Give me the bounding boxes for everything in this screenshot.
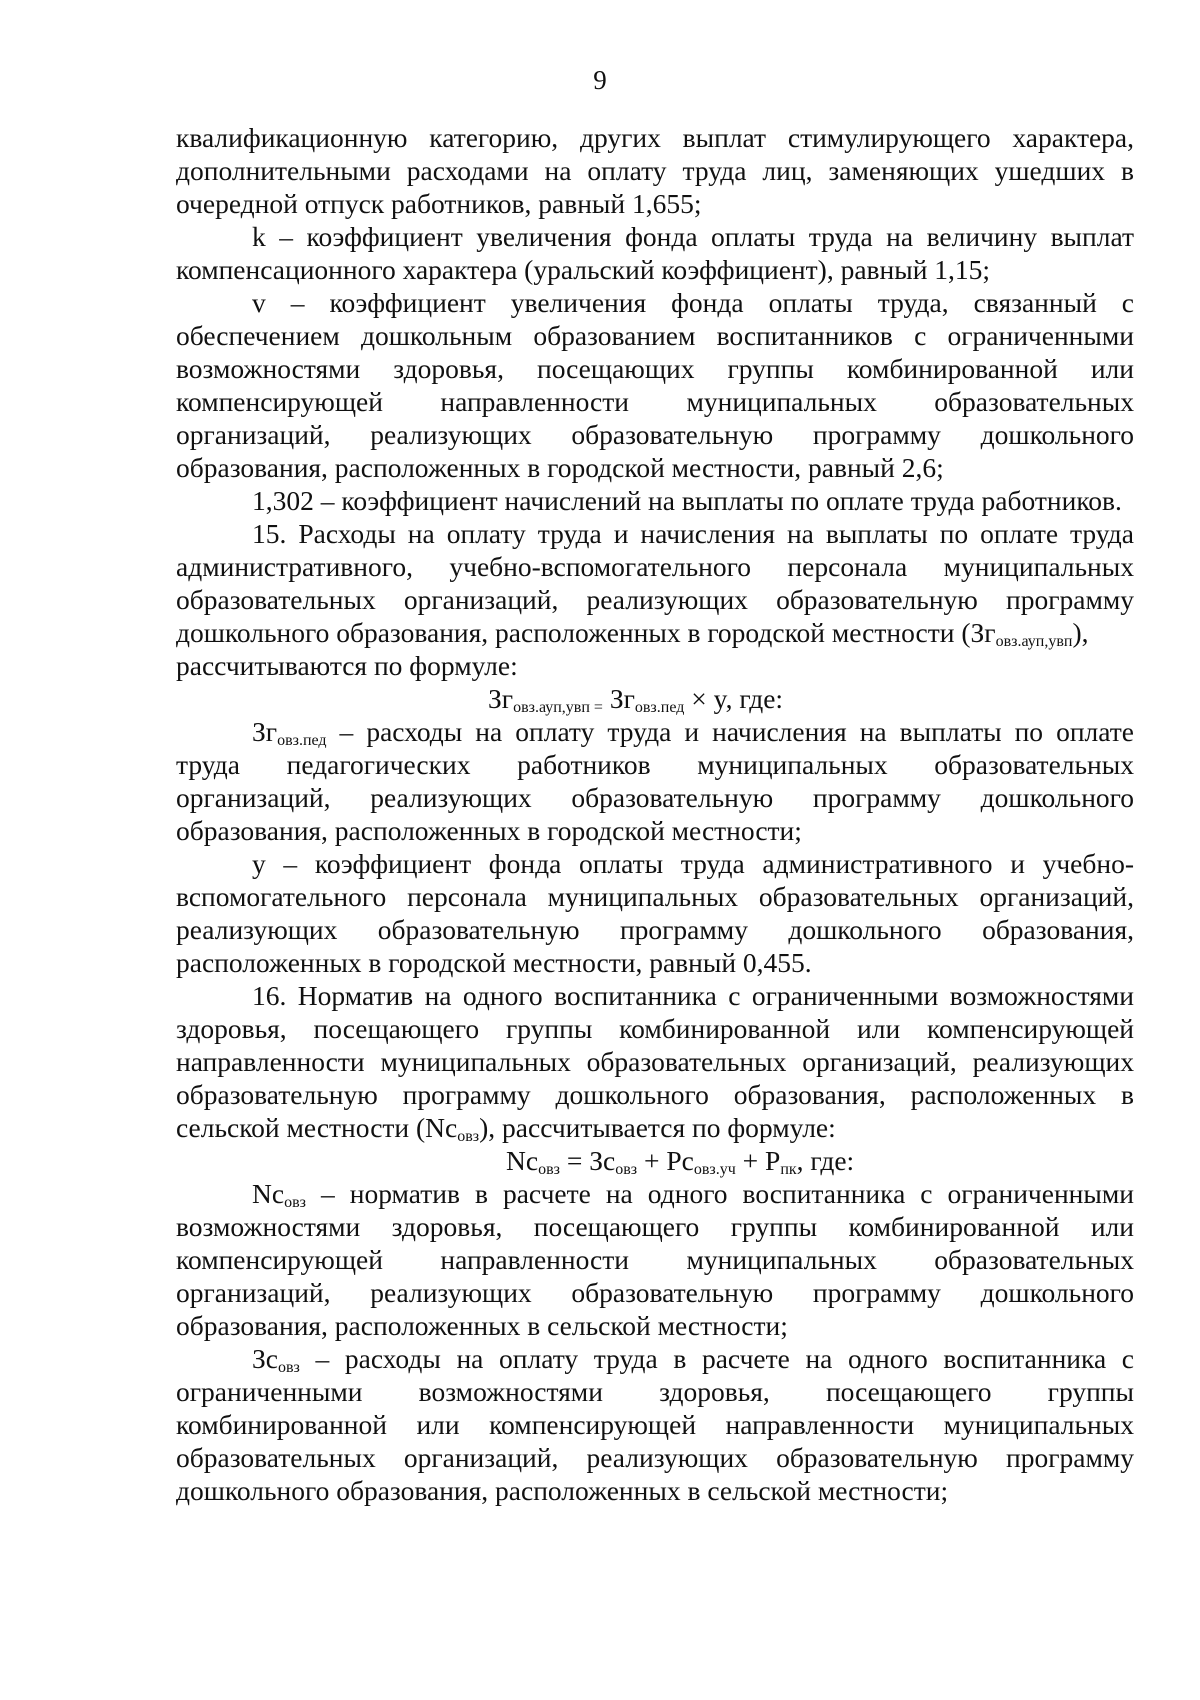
item-15-tail: ), [1072,617,1089,648]
paragraph-norm-definition [176,1177,1134,1342]
item-16-tail: ), рассчитывается по формуле: [479,1112,836,1143]
formula-1-lhs: Зг [488,683,514,714]
formula-1-lhs-subscript: овз.ауп,увп = [513,699,603,716]
formula-2-term-a: Nc [506,1145,539,1176]
paragraph-item-16 [176,979,1134,1144]
norm-definition-subscript: овз [284,1194,306,1211]
formula-2-term-d-subscript: пк [780,1161,797,1178]
item-15-text: 15. Расходы на оплату труда и начисления на выплаты по оплате труда административного, учебно-вспомогательного персонала муниципальных образовательных организаций, реализующих образовательную программу дошкольного образования, расположенных в городской местности ( [176,518,1134,648]
labor-costs-symbol: Зс [252,1343,278,1374]
item-15-symbol-subscript: овз.ауп,увп [995,633,1073,650]
norm-definition-symbol: Nc [252,1178,285,1209]
paragraph-item-15 [176,517,1134,649]
document-body [176,121,1134,1507]
paragraph-k-coefficient: k – коэффициент увеличения фонда оплаты труда на величину выплат компенсационного характера (уральский коэффициент), равный 1,15; [176,221,1134,285]
formula-rural-norm [176,1144,1134,1177]
item-16-symbol-subscript: овз [457,1128,480,1145]
pedagogical-costs-subscript: овз.пед [277,732,327,749]
formula-1-tail: × y, где: [684,683,784,714]
norm-definition-text: – норматив в расчете на одного воспитанника с ограниченными возможностями здоровья, посещающего группы комбинированной или компенсирующей направленности муниципальных образовательных организаций, реализующих образовательную программу дошкольного образования, расположенных в сельской местности; [176,1178,1134,1341]
paragraph-continuation: квалификационную категорию, других выплат стимулирующего характера, дополнительными расходами на оплату труда лиц, заменяющих ушедших в очередной отпуск работников, равный 1,655; [176,122,1134,219]
paragraph-y-coefficient: y – коэффициент фонда оплаты труда административного и учебно-вспомогательного персонала муниципальных образовательных организаций, реализующих образовательную программу дошкольного образования, расположенных в городской местности, равный 0,455. [176,848,1134,978]
formula-1-rhs: Зг [602,683,635,714]
paragraph-v-coefficient: v – коэффициент увеличения фонда оплаты труда, связанный с обеспечением дошкольным образованием воспитанников с ограниченными возможностями здоровья, посещающих группы комбинированной или компенсирующей направленности муниципальных образовательных организаций, реализующих образовательную программу дошкольного образования, расположенных в городской местности, равный 2,6; [176,287,1134,483]
paragraph-accrual-coefficient: 1,302 – коэффициент начислений на выплаты по оплате труда работников. [252,485,1122,516]
formula-2-term-b: = Зс [559,1145,616,1176]
paragraph-calculated-by-formula: рассчитываются по формуле: [176,650,518,681]
item-16-symbol: Nc [425,1112,458,1143]
paragraph-pedagogical-costs [176,715,1134,847]
formula-2-term-b-subscript: овз [615,1161,638,1178]
formula-2-term-d: + Р [735,1145,781,1176]
formula-admin-staff [176,682,1134,715]
formula-2-tail: , где: [796,1145,855,1176]
formula-1-rhs-subscript: овз.пед [634,699,685,716]
item-15-symbol: Зг [970,617,996,648]
page-number: 9 [593,65,607,95]
pedagogical-costs-symbol: Зг [252,716,278,747]
formula-2-term-c: + Рс [637,1145,694,1176]
labor-costs-text: – расходы на оплату труда в расчете на одного воспитанника с ограниченными возможностями здоровья, посещающего группы комбинированной или компенсирующей направленности муниципальных образовательных организаций, реализующих образовательную программу дошкольного образования, расположенных в сельской местности; [176,1343,1134,1506]
item-16-text: 16. Норматив на одного воспитанника с ограниченными возможностями здоровья, посещающего группы комбинированной или компенсирующей направленности муниципальных образовательных организаций, реализующих образовательную программу дошкольного образования, расположенных в сельской местности ( [176,980,1134,1143]
pedagogical-costs-text: – расходы на оплату труда и начисления на выплаты по оплате труда педагогических работников муниципальных образовательных организаций, реализующих образовательную программу дошкольного образования, расположенных в городской местности; [176,716,1134,846]
paragraph-labor-costs-definition [176,1342,1134,1507]
formula-2-term-c-subscript: овз.уч [693,1161,736,1178]
formula-2-term-a-subscript: овз [538,1161,560,1178]
labor-costs-subscript: овз [277,1359,300,1376]
